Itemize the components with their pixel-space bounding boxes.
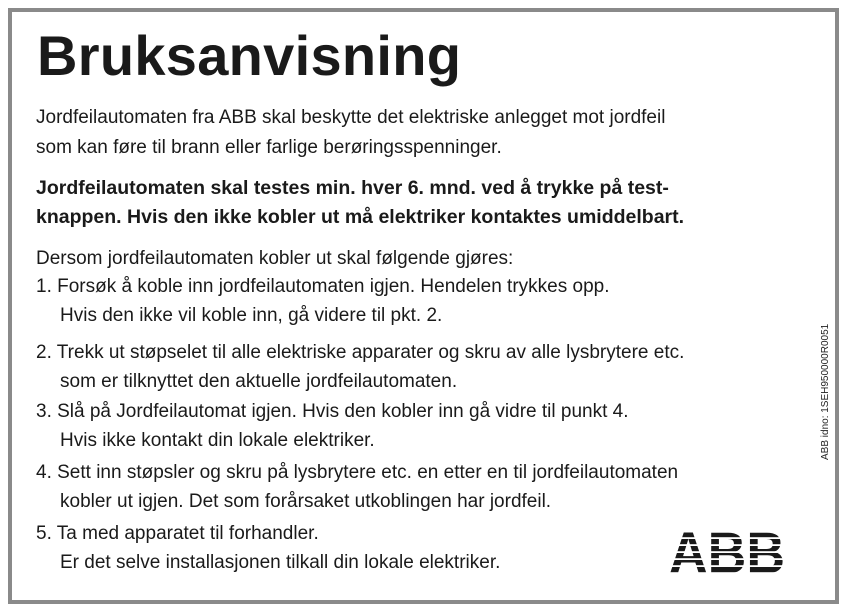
step-line-1: 3. Slå på Jordfeilautomat igjen. Hvis den kobler inn gå vidre til punkt 4. [36,401,629,422]
step-line-1: 5. Ta med apparatet til forhandler. [36,523,319,544]
step-item [36,272,609,330]
step-item [36,519,500,577]
step-line-1: 4. Sett inn støpsler og skru på lysbrytere etc. en etter en til jordfeilautomaten [36,462,679,483]
step-line-2: som er tilknyttet den aktuelle jordfeilautomaten. [60,371,458,392]
intro-line-1: Jordfeilautomaten fra ABB skal beskytte det elektriske anlegget mot jordfeil [36,107,666,128]
abb-logo-text: ABB [669,525,785,575]
step-item [36,458,678,516]
id-number: ABB idno: 1SEH950000R0051 [820,323,831,460]
step-item [36,338,684,396]
warning-line-1: Jordfeilautomaten skal testes min. hver 6. mnd. ved å trykke på test- [36,177,669,199]
step-line-1: 1. Forsøk å koble inn jordfeilautomaten igjen. Hendelen trykkes opp. [36,276,610,297]
step-item [36,397,629,455]
step-line-1: 2. Trekk ut støpselet til alle elektriske apparater og skru av alle lysbrytere etc. [36,342,685,363]
warning-line-2: knappen. Hvis den ikke kobler ut må elektriker kontaktes umiddelbart. [36,206,685,228]
abb-logo [668,525,786,575]
step-line-2: Hvis den ikke vil koble inn, gå videre til pkt. 2. [60,305,443,326]
lead-text: Dersom jordfeilautomaten kobler ut skal følgende gjøres: [36,248,514,269]
page-title: Bruksanvisning [37,24,462,87]
intro-line-2: som kan føre til brann eller farlige berøringsspenninger. [36,137,502,158]
step-line-2: Er det selve installasjonen tilkall din lokale elektriker. [60,552,501,573]
step-line-2: Hvis ikke kontakt din lokale elektriker. [60,430,375,451]
warning-paragraph [36,174,684,232]
intro-paragraph [36,103,665,163]
step-line-2: kobler ut igjen. Det som forårsaket utkoblingen har jordfeil. [60,491,552,512]
